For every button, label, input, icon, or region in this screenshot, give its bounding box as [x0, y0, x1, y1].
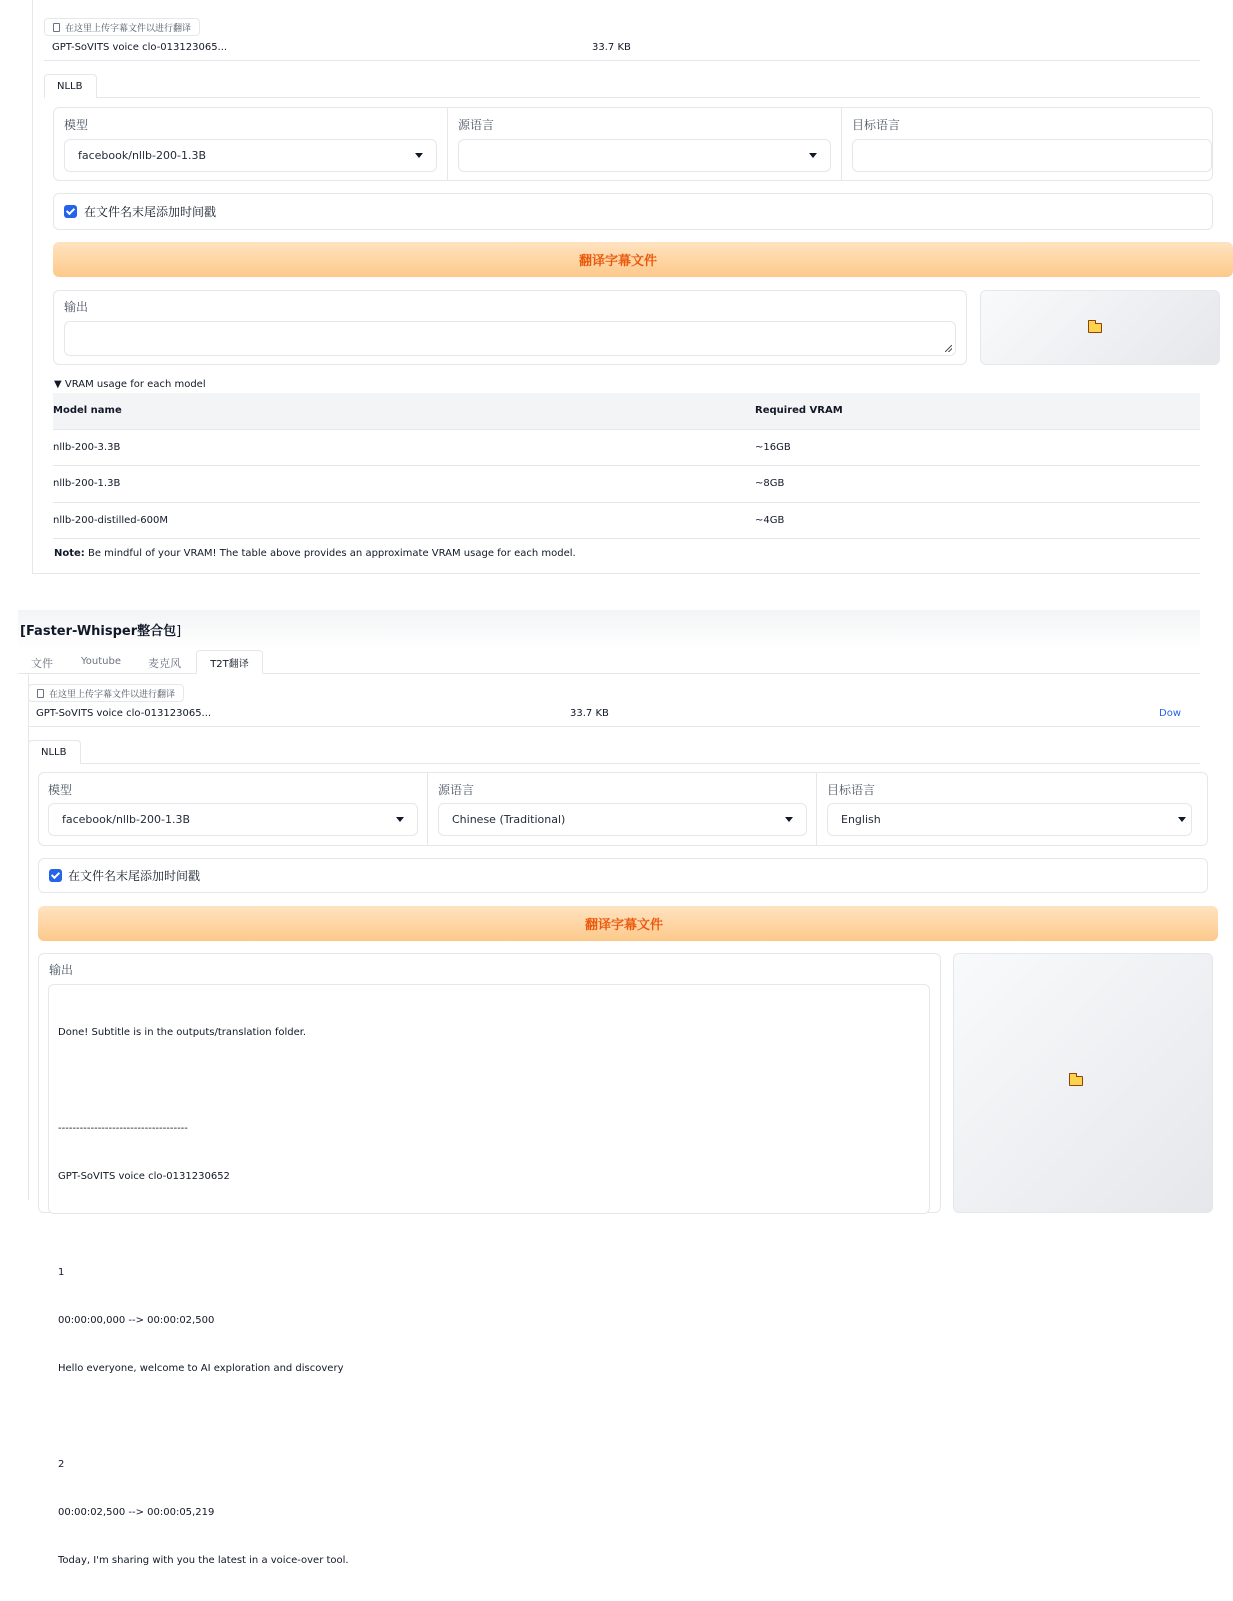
output-line: ------------------------------------ [58, 1123, 188, 1134]
model-label: 模型 [48, 783, 73, 797]
output-line [58, 1409, 349, 1425]
target-lang-dropdown[interactable] [852, 139, 1212, 172]
output-line: 1 [58, 1267, 65, 1278]
divider [427, 773, 428, 845]
output-textarea[interactable] [64, 321, 956, 356]
vram-note: Note: Be mindful of your VRAM! The table above provides an approximate VRAM usage for each model. [54, 548, 576, 559]
output-line [58, 1073, 349, 1089]
tab-youtube[interactable]: Youtube [81, 656, 121, 667]
output-label: 输出 [49, 963, 74, 977]
chevron-down-icon [1178, 817, 1186, 822]
timestamp-checkbox-label: 在文件名末尾添加时间戳 [68, 869, 201, 883]
download-link[interactable]: Dow [1159, 708, 1181, 719]
tab-microphone[interactable]: 麦克风 [148, 657, 181, 670]
table-cell: nllb-200-3.3B [53, 429, 755, 466]
file-row [44, 37, 1200, 61]
timestamp-checkbox-label: 在文件名末尾添加时间戳 [84, 205, 217, 219]
table-cell: ~8GB [755, 466, 1200, 503]
folder-icon [1069, 1076, 1083, 1086]
target-lang-label: 目标语言 [827, 783, 876, 797]
file-name: GPT-SoVITS voice clo-013123065... [36, 708, 212, 719]
output-line: 00:00:02,500 --> 00:00:05,219 [58, 1507, 215, 1518]
file-size: 33.7 KB [592, 42, 631, 53]
target-lang-dropdown[interactable]: English [827, 803, 1192, 836]
app-title: [Faster-Whisper整合包] [20, 624, 182, 639]
output-line: Done! Subtitle is in the outputs/translation folder. [58, 1027, 307, 1038]
translate-button[interactable]: 翻译字幕文件 [38, 906, 1218, 941]
timestamp-checkbox[interactable] [49, 869, 62, 882]
container-border [32, 0, 33, 574]
table-row [53, 466, 1200, 503]
table-cell: nllb-200-1.3B [53, 466, 755, 503]
container-border-bottom [32, 573, 1200, 574]
divider [841, 108, 842, 180]
output-line: Hello everyone, welcome to AI exploration and discovery [58, 1363, 344, 1374]
output-textarea[interactable] [48, 984, 930, 1566]
upload-hint[interactable]: 在这里上传字幕文件以进行翻译 [44, 18, 200, 36]
translate-button[interactable]: 翻译字幕文件 [53, 242, 1233, 277]
source-lang-label: 源语言 [458, 118, 495, 132]
file-size: 33.7 KB [570, 708, 609, 719]
folder-icon [1088, 323, 1102, 333]
model-dropdown[interactable]: facebook/nllb-200-1.3B [48, 803, 418, 836]
timestamp-checkbox[interactable] [64, 205, 77, 218]
file-icon [37, 689, 44, 698]
table-row [53, 502, 1200, 539]
file-output-panel[interactable] [980, 290, 1220, 365]
app-header [18, 610, 1200, 650]
vram-table [53, 393, 1200, 539]
tab-nllb[interactable]: NLLB [44, 74, 97, 98]
column-header-model: Model name [53, 393, 755, 429]
timestamp-panel [38, 858, 1208, 893]
source-lang-label: 源语言 [438, 783, 475, 797]
file-name: GPT-SoVITS voice clo-013123065... [52, 42, 228, 53]
tab-divider [28, 763, 1200, 764]
output-line: 00:00:00,000 --> 00:00:02,500 [58, 1315, 215, 1326]
output-text [58, 993, 349, 1601]
column-header-vram: Required VRAM [755, 393, 1200, 429]
file-row [28, 703, 1200, 727]
file-output-panel[interactable] [953, 953, 1213, 1213]
table-cell: ~16GB [755, 429, 1200, 466]
table-cell: ~4GB [755, 502, 1200, 539]
output-line: GPT-SoVITS voice clo-0131230652 [58, 1171, 230, 1182]
divider [816, 773, 817, 845]
output-line [58, 1217, 349, 1233]
chevron-down-icon [785, 817, 793, 822]
model-dropdown[interactable]: facebook/nllb-200-1.3B [64, 139, 437, 172]
divider [447, 108, 448, 180]
timestamp-panel [53, 193, 1213, 230]
source-lang-dropdown[interactable] [458, 139, 831, 172]
table-header-row [53, 393, 1200, 429]
table-row [53, 429, 1200, 466]
vram-accordion-toggle[interactable]: ▼ VRAM usage for each model [54, 379, 206, 390]
model-label: 模型 [64, 118, 89, 132]
upload-hint[interactable]: 在这里上传字幕文件以进行翻译 [28, 684, 184, 702]
table-cell: nllb-200-distilled-600M [53, 502, 755, 539]
output-line: 2 [58, 1459, 65, 1470]
tab-file[interactable]: 文件 [31, 657, 53, 670]
tab-t2t-translate[interactable]: T2T翻译 [196, 650, 263, 674]
file-icon [53, 23, 60, 32]
target-lang-label: 目标语言 [852, 118, 901, 132]
output-label: 输出 [64, 300, 89, 314]
chevron-down-icon [415, 153, 423, 158]
tab-nllb[interactable]: NLLB [28, 740, 81, 764]
source-lang-dropdown[interactable]: Chinese (Traditional) [438, 803, 807, 836]
output-line: Today, I'm sharing with you the latest in a voice-over tool. [58, 1555, 349, 1566]
tab-divider [44, 97, 1200, 98]
chevron-down-icon [396, 817, 404, 822]
chevron-down-icon [809, 153, 817, 158]
resize-grip-icon[interactable] [945, 345, 952, 352]
